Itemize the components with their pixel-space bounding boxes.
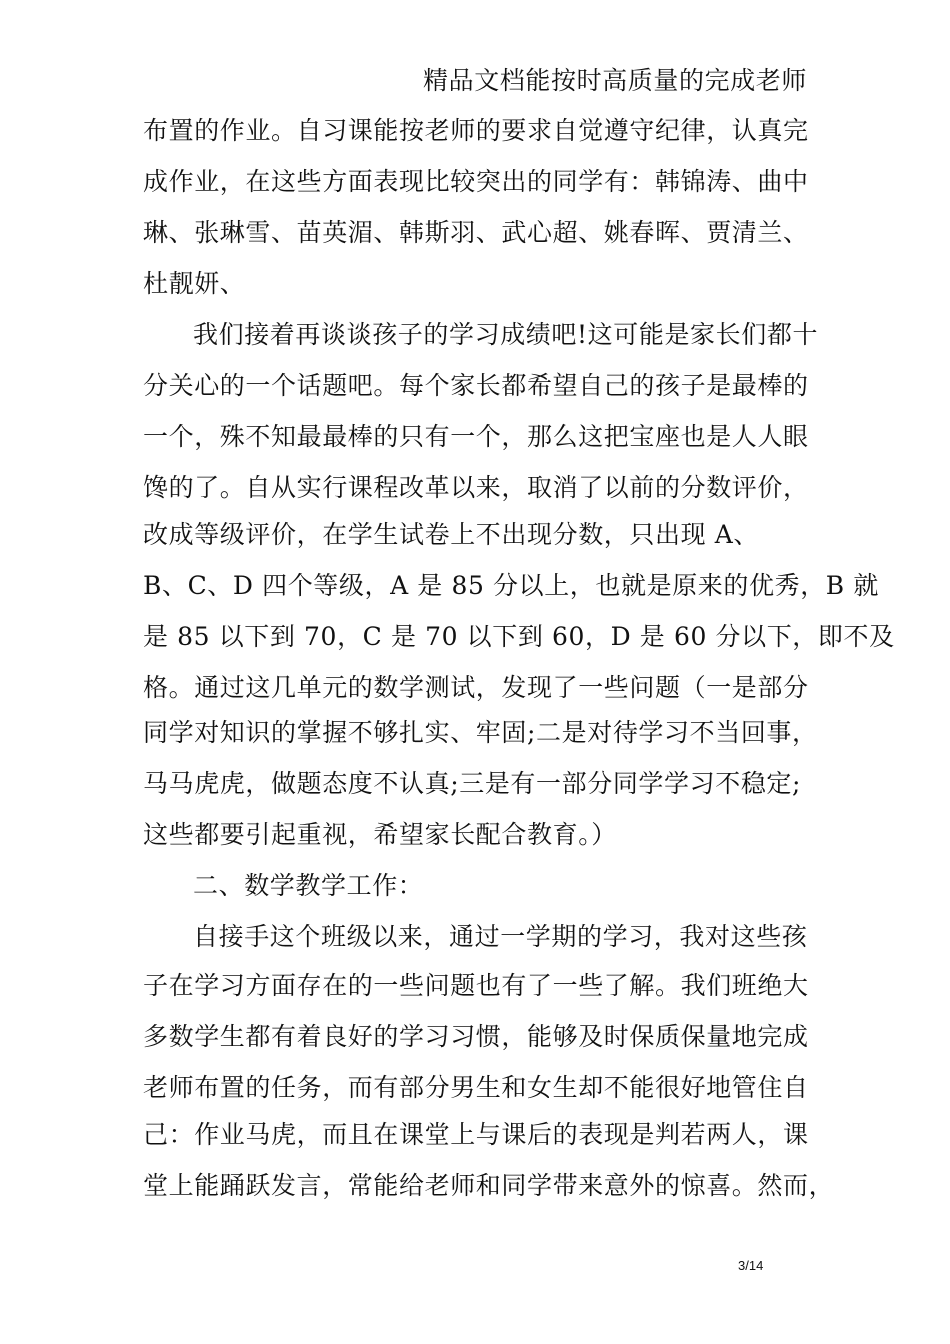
text-line: 多数学生都有着良好的学习习惯，能够及时保质保量地完成 [143, 1022, 809, 1051]
paragraph-start: 自接手这个班级以来，通过一学期的学习，我对这些孩 [193, 922, 808, 951]
text-line: 子在学习方面存在的一些问题也有了一些了解。我们班绝大 [143, 971, 809, 1000]
text-line: 同学对知识的掌握不够扎实、牢固;二是对待学习不当回事， [143, 718, 818, 747]
text-line: 格。通过这几单元的数学测试，发现了一些问题（一是部分 [143, 673, 809, 702]
text-line: 改成等级评价，在学生试卷上不出现分数，只出现 A、 [143, 520, 760, 549]
page-number: 3/14 [738, 1258, 764, 1273]
paragraph-start: 我们接着再谈谈孩子的学习成绩吧!这可能是家长们都十 [193, 320, 819, 349]
text-line: 布置的作业。自习课能按老师的要求自觉遵守纪律，认真完 [143, 116, 809, 145]
text-line: 馋的了。自从实行课程改革以来，取消了以前的分数评价， [143, 473, 809, 502]
text-line: 己：作业马虎，而且在课堂上与课后的表现是判若两人，课 [143, 1120, 809, 1149]
text-line: 一个，殊不知最最棒的只有一个，那么这把宝座也是人人眼 [143, 422, 809, 451]
text-line: 杜靓妍、 [143, 269, 246, 298]
text-line: 马马虎虎，做题态度不认真;三是有一部分同学学习不稳定; [143, 769, 802, 798]
text-line: 成作业，在这些方面表现比较突出的同学有：韩锦涛、曲中 [143, 167, 809, 196]
text-line: 老师布置的任务，而有部分男生和女生却不能很好地管住自 [143, 1073, 809, 1102]
text-line: 分关心的一个话题吧。每个家长都希望自己的孩子是最棒的 [143, 371, 809, 400]
text-line: 这些都要引起重视，希望家长配合教育。） [143, 820, 617, 849]
text-line: B、C、D 四个等级，A 是 85 分以上，也就是原来的优秀，B 就 [143, 571, 879, 600]
header-text: 精品文档能按时高质量的完成老师 [423, 66, 808, 95]
text-line: 琳、张琳雪、苗英湄、韩斯羽、武心超、姚春晖、贾清兰、 [143, 218, 809, 247]
section-heading: 二、数学教学工作： [193, 871, 424, 900]
text-line: 是 85 以下到 70，C 是 70 以下到 60，D 是 60 分以下，即不及 [143, 622, 895, 651]
text-line: 堂上能踊跃发言，常能给老师和同学带来意外的惊喜。然而， [143, 1171, 835, 1200]
